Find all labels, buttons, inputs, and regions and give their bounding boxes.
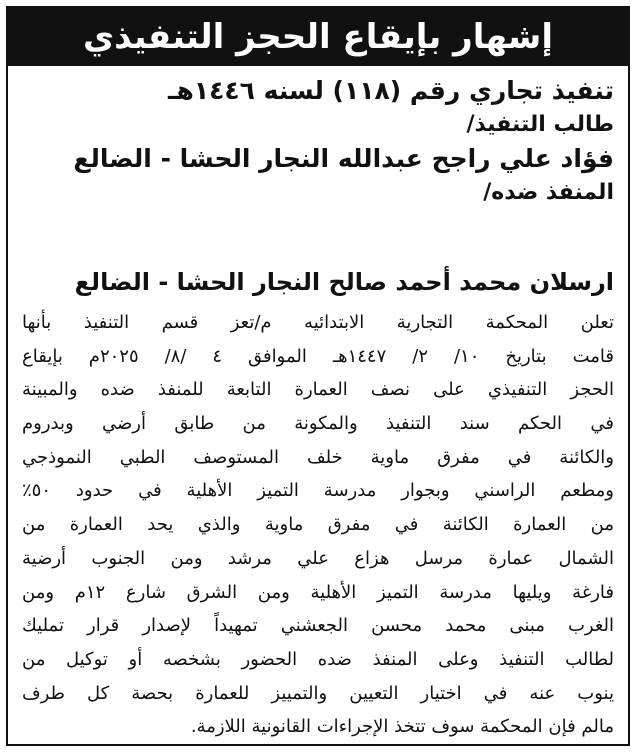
case-headings — [22, 74, 614, 210]
body-line: قامت بتاريخ ١٠/ ٢/ ١٤٤٧هـ الموافق ٤ /٨/ ٢٠٢٥م بإيقاع — [22, 345, 614, 367]
body-line: تعلن المحكمة التجارية الابتدائيه م/تعز قسم التنفيذ بأنها — [22, 312, 614, 333]
body-line: مالم فإن المحكمة سوف تتخذ الإجراءات القانونية اللازمة. — [190, 716, 614, 738]
body-line: الشمال عمارة مرسل هزاع علي مرشد ومن الجنوب أرضية — [22, 547, 614, 569]
notice-title: إشهار بإيقاع الحجز التنفيذي — [8, 8, 628, 66]
respondent-name: ارسلان محمد أحمد صالح النجار الحشا - الضالع — [74, 268, 614, 296]
applicant-name: فؤاد علي راجح عبدالله النجار الحشا - الضالع — [73, 144, 614, 173]
body-line: ومطعم الراسني وبجوار مدرسة التميز الأهلية في حدود ٥٠٪ — [22, 480, 614, 502]
body-line: فارغة ويليها مدرسة التميز الأهلية ومن الشرق شارع ١٢م ومن — [22, 581, 615, 603]
body-line: في الحكم سند التنفيذ والمكونة من طابق أرضي وبدروم — [22, 413, 614, 435]
body-line: الحجز التنفيذي على نصف العمارة التابعة للمنفذ ضده والمبينة — [22, 379, 614, 401]
body-line: ينوب عنه في اختيار التعيين والتمييز للعمارة بحصة كل طرف — [22, 682, 614, 704]
respondent-label: المنفذ ضده/ — [483, 180, 614, 205]
notice-body — [22, 306, 614, 744]
applicant-label: طالب التنفيذ/ — [466, 112, 614, 137]
case-number: تنفيذ تجاري رقم (١١٨) لسنه ١٤٤٦هـ — [168, 76, 614, 105]
body-line: لطالب التنفيذ وعلى المنفذ ضده الحضور بشخصه أو توكيل من — [22, 648, 614, 670]
body-line: الغرب مبنى محمد محسن الجعشني تمهيداً لإصدار قرار تمليك — [22, 615, 614, 637]
body-line: من العمارة الكائنة في مفرق ماوية والذي يحد العمارة من — [22, 514, 614, 536]
court-notice — [6, 6, 630, 746]
body-line: والكائنة في مفرق ماوية خلف المستوصف الطبي النموذجي — [22, 446, 614, 468]
